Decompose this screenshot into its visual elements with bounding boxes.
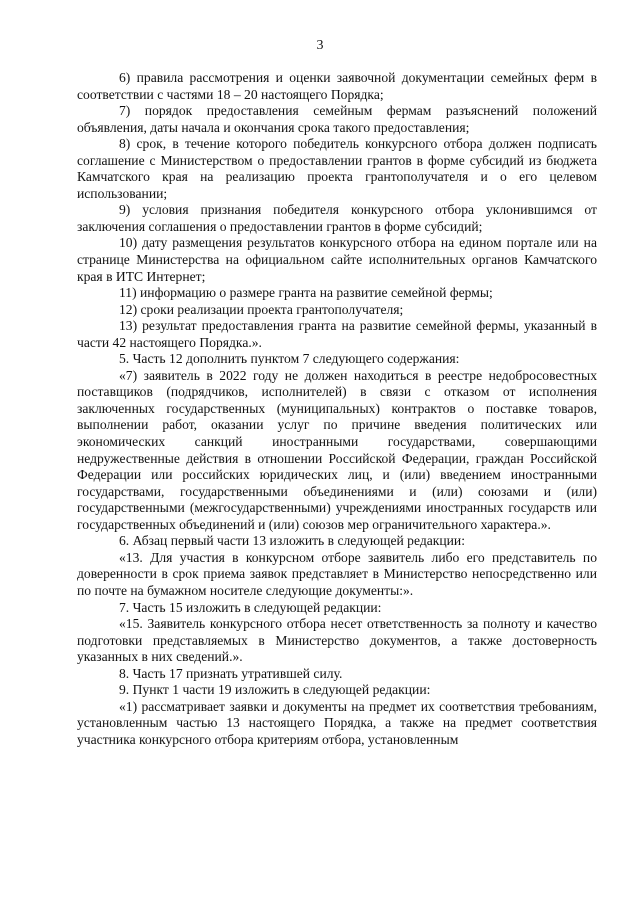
paragraph-quote-part-15: «15. Заявитель конкурсного отбора несет ответственность за полноту и качество подготовки представляемых в Министерство документов, а также достоверность указанных в них сведений.».	[77, 616, 597, 665]
paragraph-amendment-6: 6. Абзац первый части 13 изложить в следующей редакции:	[119, 533, 465, 549]
paragraph-item-6: 6) правила рассмотрения и оценки заявочной документации семейных ферм в соответствии с частями 18 – 20 настоящего Порядка;	[77, 70, 597, 102]
paragraph-amendment-5: 5. Часть 12 дополнить пунктом 7 следующего содержания:	[119, 351, 460, 367]
paragraph-item-7: 7) порядок предоставления семейным фермам разъяснений положений объявления, даты начала и окончания срока такого предоставления;	[77, 103, 597, 135]
paragraph-item-13: 13) результат предоставления гранта на развитие семейной фермы, указанный в части 42 настоящего Порядка.».	[77, 318, 597, 350]
paragraph-item-12: 12) сроки реализации проекта грантополучателя;	[119, 301, 404, 317]
paragraph-amendment-7: 7. Часть 15 изложить в следующей редакции:	[119, 599, 382, 615]
paragraph-quote-item-7: «7) заявитель в 2022 году не должен находиться в реестре недобросовестных поставщиков (подрядчиков, исполнителей) в связи с отказом от исполнения заключенных государственных (муниципальных) контрактов о поставке товаров, выполнении работ, оказании услуг по причине введения политических или экономических санкций иностранными государствами, совершающими недружественные действия в отношении Российской Федерации, граждан Российской Федерации или российских юридических лиц, и (или) введением иностранными государствами, государственными объединениями и (или) союзами и (или) государственными (межгосударственными) учреждениями иностранных государств или государственных объединений и (или) союзов мер ограничительного характера.».	[77, 367, 597, 532]
paragraph-amendment-8: 8. Часть 17 признать утратившей силу.	[119, 665, 343, 681]
paragraph-item-11: 11) информацию о размере гранта на развитие семейной фермы;	[119, 285, 493, 301]
paragraph-item-10: 10) дату размещения результатов конкурсного отбора на едином портале или на странице Министерства на официальном сайте исполнительных органов Камчатского края в ИТС Интернет;	[77, 235, 597, 284]
page-number: 3	[316, 38, 324, 53]
paragraph-item-9: 9) условия признания победителя конкурсного отбора уклонившимся от заключения соглашения о предоставлении грантов в форме субсидий;	[77, 202, 597, 234]
paragraph-amendment-9: 9. Пункт 1 части 19 изложить в следующей редакции:	[119, 682, 431, 698]
paragraph-item-8: 8) срок, в течение которого победитель конкурсного отбора должен подписать соглашение с Министерством о предоставлении грантов в форме субсидий из бюджета Камчатского края на реализацию проекта грантополучателя и о его целевом использовании;	[77, 136, 597, 201]
document-body	[77, 70, 597, 748]
paragraph-quote-part-13: «13. Для участия в конкурсном отборе заявитель либо его представитель по доверенности в срок приема заявок представляет в Министерство непосредственно или по почте на бумажном носителе следующие документы:».	[77, 549, 597, 598]
paragraph-quote-item-1: «1) рассматривает заявки и документы на предмет их соответствия требованиям, установленным частью 13 настоящего Порядка, а также на предмет соответствия участника конкурсного отбора критериям отбора, установленным	[77, 698, 597, 747]
